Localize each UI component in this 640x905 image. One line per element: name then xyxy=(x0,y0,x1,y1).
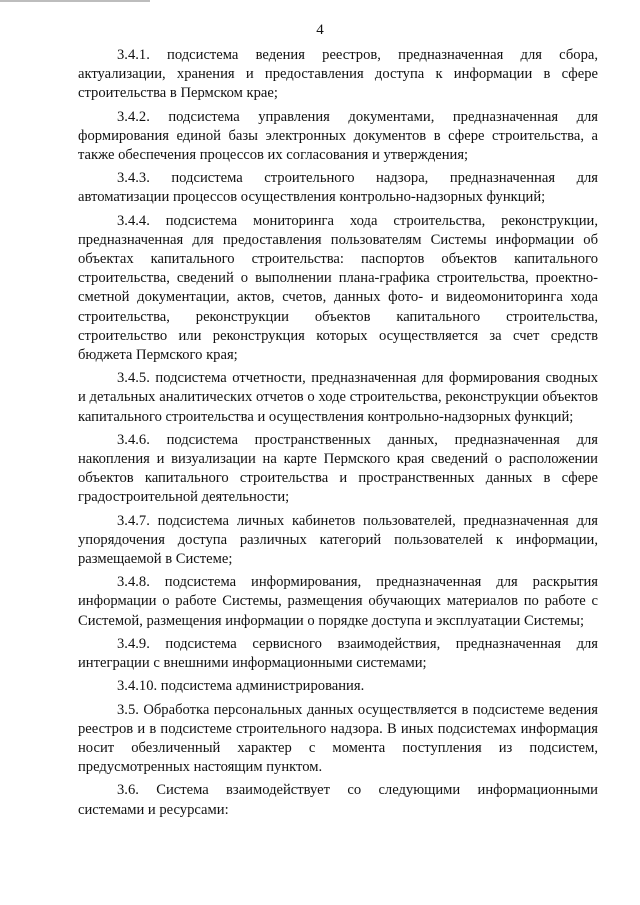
paragraph-3-4-4: 3.4.4. подсистема мониторинга хода строительства, реконструкции, предназначенная для предоставления пользователям Системы информации об объектах капитального строительства: паспортов объектов капитального строительства, сведений о выполнении плана-графика строительства, проектно-сметной документации, актов, счетов, данных фото- и видеомониторинга хода строительства, реконструкции объектов капитального строительства, строительство или реконструкция которых осуществляется за счет средств бюджета Пермского края; xyxy=(78,212,598,364)
paragraph-3-4-5: 3.4.5. подсистема отчетности, предназначенная для формирования сводных и детальных аналитических отчетов о ходе строительства, реконструкции объектов капитального строительства и осуществления контрольно-надзорных функций; xyxy=(78,370,598,425)
paragraph-3-4-8: 3.4.8. подсистема информирования, предназначенная для раскрытия информации о работе Системы, размещения обучающих материалов по работе с Системой, размещения информации о порядке доступа и эксплуатации Системы; xyxy=(78,574,598,629)
document-body xyxy=(78,46,598,824)
paragraph-3-4-2: 3.4.2. подсистема управления документами, предназначенная для формирования единой базы электронных документов в сфере строительства, а также обеспечения процессов их согласования и утверждения; xyxy=(78,108,598,164)
paragraph-3-4-7: 3.4.7. подсистема личных кабинетов пользователей, предназначенная для упорядочения доступа различных категорий пользователей к информации, размещаемой в Системе; xyxy=(78,512,598,568)
paragraph-3-4-1: 3.4.1. подсистема ведения реестров, предназначенная для сбора, актуализации, хранения и предоставления доступа к информации в сфере строительства в Пермском крае; xyxy=(78,47,598,102)
page-number: 4 xyxy=(316,22,324,38)
paragraph-3-4-10: 3.4.10. подсистема администрирования. xyxy=(117,678,365,695)
paragraph-3-5: 3.5. Обработка персональных данных осуществляется в подсистеме ведения реестров и в подсистеме строительного надзора. В иных подсистемах информация носит обезличенный характер с момента поступления из подсистем, предусмотренных настоящим пунктом. xyxy=(78,701,598,776)
paragraph-3-4-3: 3.4.3. подсистема строительного надзора, предназначенная для автоматизации процессов осуществления контрольно-надзорных функций; xyxy=(78,170,598,206)
paragraph-3-6: 3.6. Система взаимодействует со следующими информационными системами и ресурсами: xyxy=(78,782,598,818)
paragraph-3-4-6: 3.4.6. подсистема пространственных данных, предназначенная для накопления и визуализации на карте Пермского края сведений о расположении объектов капитального строительства и пространственных данных в сфере градостроительной деятельности; xyxy=(78,431,598,506)
top-edge-line xyxy=(0,0,150,2)
paragraph-3-4-9: 3.4.9. подсистема сервисного взаимодействия, предназначенная для интеграции с внешними информационными системами; xyxy=(78,635,598,672)
